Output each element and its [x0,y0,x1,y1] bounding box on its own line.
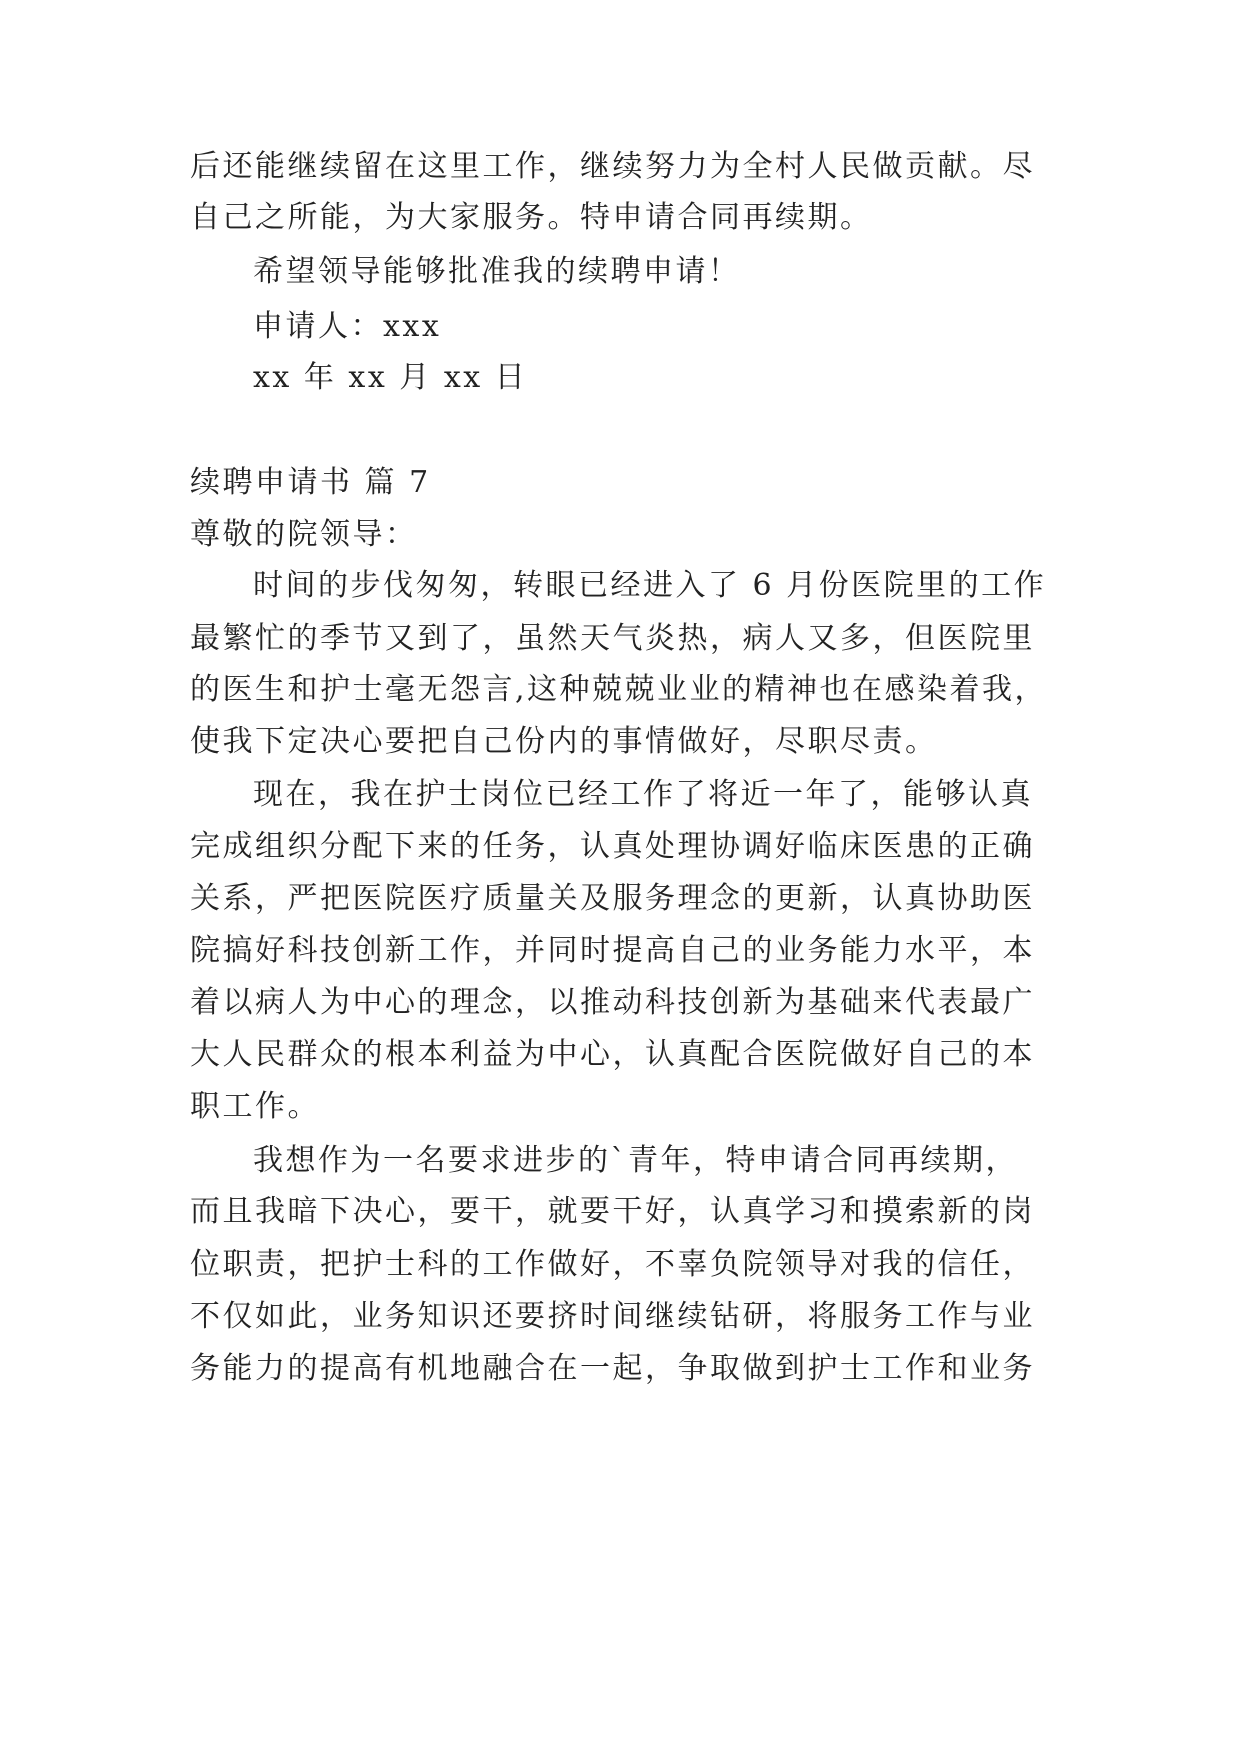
paragraph-line: 完成组织分配下来的任务，认真处理协调好临床医患的正确 [190,829,1035,864]
paragraph-line: 的医生和护士毫无怨言,这种兢兢业业的精神也在感染着我， [190,672,1048,707]
closing-line: 希望领导能够批准我的续聘申请！ [253,254,741,289]
paragraph-line: 现在，我在护士岗位已经工作了将近一年了，能够认真 [253,777,1033,812]
salutation: 尊敬的院领导： [190,517,418,552]
paragraph-line: 关系，严把医院医疗质量关及服务理念的更新，认真协助医 [190,881,1035,916]
date-line: xx 年 xx 月 xx 日 [253,360,528,395]
paragraph-line: 着以病人为中心的理念，以推动科技创新为基础来代表最广 [190,985,1035,1020]
signer-line: 申请人：xxx [253,309,442,344]
paragraph-line: 时间的步伐匆匆，转眼已经进入了 6 月份医院里的工作 [253,568,1047,603]
section-heading: 续聘申请书 篇 7 [190,465,431,500]
paragraph-line: 后还能继续留在这里工作，继续努力为全村人民做贡献。尽 [190,149,1035,184]
paragraph-line: 使我下定决心要把自己份内的事情做好，尽职尽责。 [190,724,938,759]
paragraph-line: 位职责，把护士科的工作做好，不辜负院领导对我的信任， [190,1247,1035,1282]
paragraph-line: 务能力的提高有机地融合在一起，争取做到护士工作和业务 [190,1351,1035,1386]
paragraph-line: 而且我暗下决心，要干，就要干好，认真学习和摸索新的岗 [190,1194,1035,1229]
paragraph-line: 我想作为一名要求进步的`青年，特申请合同再续期， [253,1143,1018,1178]
paragraph-line: 大人民群众的根本利益为中心，认真配合医院做好自己的本 [190,1037,1035,1072]
paragraph-line: 不仅如此，业务知识还要挤时间继续钻研，将服务工作与业 [190,1299,1035,1334]
paragraph-line: 最繁忙的季节又到了，虽然天气炎热，病人又多，但医院里 [190,621,1035,656]
paragraph-line: 职工作。 [190,1089,320,1124]
paragraph-line: 院搞好科技创新工作，并同时提高自己的业务能力水平，本 [190,933,1035,968]
paragraph-line: 自己之所能，为大家服务。特申请合同再续期。 [190,200,873,235]
